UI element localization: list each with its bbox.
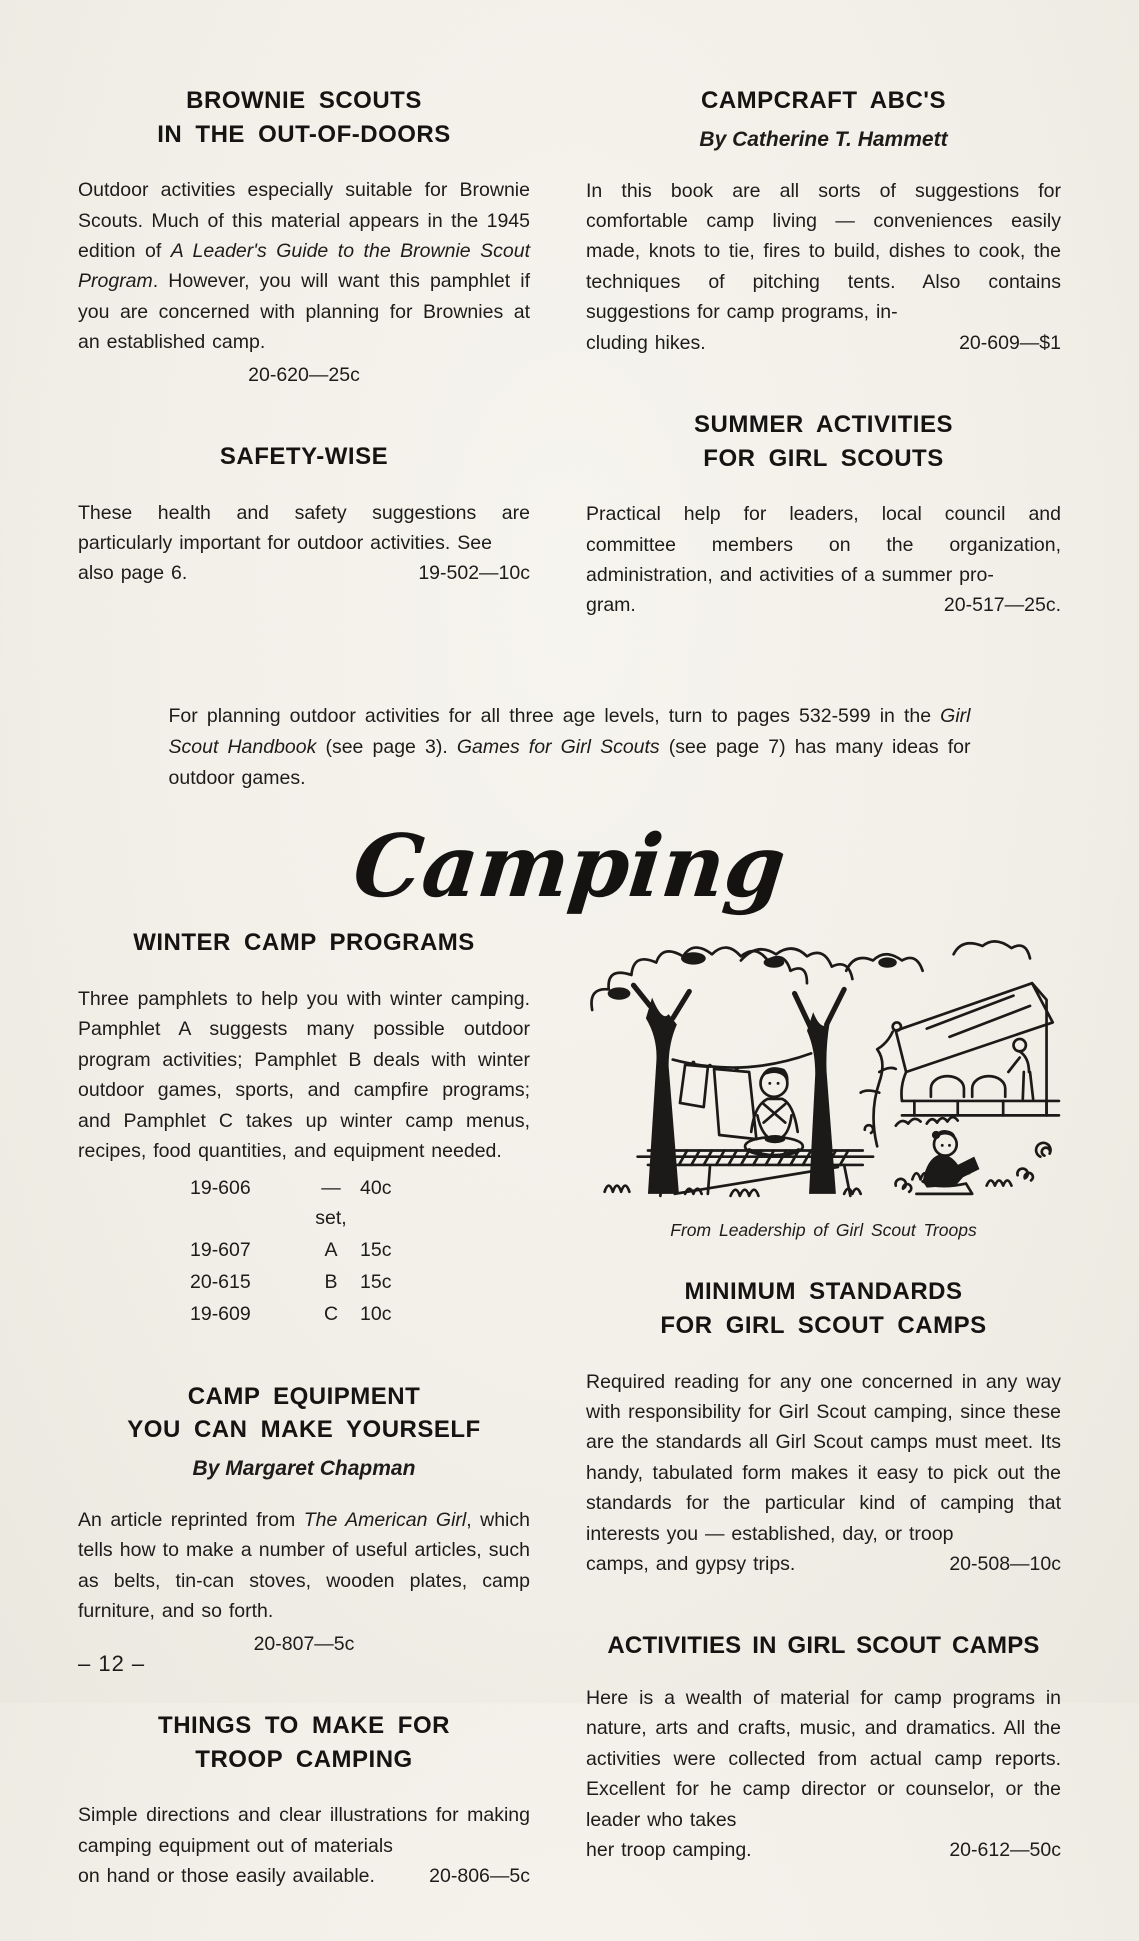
things-title-line2: TROOP CAMPING	[195, 1745, 413, 1773]
things-lastline	[78, 1861, 530, 1891]
summer-title-line2: FOR GIRL SCOUTS	[703, 444, 944, 472]
brownie-title	[78, 84, 530, 151]
things-last-text: on hand or those easily available.	[78, 1864, 375, 1887]
illustration-caption: From Leadership of Girl Scout Troops	[670, 1220, 977, 1241]
price-row-price: 10c	[360, 1303, 392, 1326]
top-left-column	[78, 84, 530, 671]
price-row-item: C	[323, 1303, 339, 1326]
summer-last-text: gram.	[586, 594, 636, 617]
section-campcraft	[586, 84, 1061, 358]
section-camp-equipment	[78, 1380, 530, 1659]
price-row-item: —set,	[315, 1177, 347, 1229]
winter-body: Three pamphlets to help you with winter camping. Pamphlet A suggests many possible outdoor program activities; Pamphlet B deals with winter outdoor games, sports, and campfire programs; and Pamphlet C takes up winter camp menus, recipes, food quantities, and equipment needed.	[78, 988, 530, 1163]
bottom-columns	[78, 926, 1061, 1941]
price-row-price: 15c	[360, 1271, 392, 1294]
note-italic2: Games for Girl Scouts	[456, 736, 660, 759]
brownie-body-pre: Outdoor activities especially suitable for Brownie Scouts. Much of this material appears in the 1945 edition of	[78, 179, 530, 262]
brownie-title-line1: BROWNIE SCOUTS	[186, 87, 422, 114]
page-number: – 12 –	[78, 1651, 146, 1676]
equipment-title-line2: YOU CAN MAKE YOURSELF	[127, 1416, 481, 1444]
activities-price: 20-612—50c	[949, 1839, 1061, 1862]
things-title-line1: THINGS TO MAKE FOR	[158, 1711, 450, 1739]
brownie-body-post: . However, you will want this pamphlet if you are concerned with planning for Brownies at an established camp.	[78, 270, 530, 354]
brownie-body	[78, 175, 530, 357]
summer-title	[586, 408, 1061, 475]
summer-lastline	[586, 590, 1061, 620]
activities-title: ACTIVITIES IN GIRL SCOUT CAMPS	[607, 1632, 1040, 1660]
standards-title-line1: MINIMUM STANDARDS	[684, 1278, 963, 1306]
price-row-code: 20-615	[190, 1271, 251, 1294]
standards-title-line2: FOR GIRL SCOUT CAMPS	[660, 1312, 987, 1339]
summer-body: Practical help for leaders, local council and committee members on the organization, administration, and activities of a summer pro-	[586, 503, 1061, 587]
note-part3: (see page 7) has many ideas for outdoor games.	[168, 736, 971, 790]
campcraft-body: In this book are all sorts of suggestions for comfortable camp living — conveniences easily made, knots to tie, fires to build, dishes to cook, the techniques of pitching tents. Also contains suggestions for camp programs, in-	[586, 179, 1061, 324]
price-row-item: A	[324, 1238, 338, 1261]
planning-note	[169, 701, 971, 795]
campcraft-last-text: cluding hikes.	[586, 331, 706, 354]
section-minimum-standards	[586, 1275, 1061, 1579]
activities-body: Here is a wealth of material for camp programs in nature, arts and crafts, music, and dramatics. All the activities were collected from actual camp reports. Excellent for he camp director or counselor, or the leader who takes	[586, 1687, 1061, 1831]
campcraft-lastline	[586, 328, 1061, 358]
winter-title: WINTER CAMP PROGRAMS	[133, 929, 475, 957]
winter-price-list	[78, 1174, 530, 1329]
campcraft-byline: By Catherine T. Hammett	[699, 127, 948, 151]
price-row-price: 15c	[360, 1238, 392, 1261]
section-winter-camp	[78, 926, 530, 1329]
safety-price: 19-502—10c	[418, 562, 530, 585]
section-summer-activities	[586, 408, 1061, 621]
campcraft-title: CAMPCRAFT ABC'S	[701, 87, 946, 114]
camp-scene-drawing	[586, 926, 1061, 1218]
section-brownie-scouts	[78, 84, 530, 390]
standards-title	[586, 1275, 1061, 1342]
top-columns	[78, 84, 1061, 671]
price-row-code: 19-609	[190, 1303, 251, 1326]
section-safety-wise	[78, 440, 530, 589]
summer-title-line1: SUMMER ACTIVITIES	[694, 411, 953, 439]
equipment-price: 20-807—5c	[253, 1632, 355, 1655]
brownie-title-line2: IN THE OUT-OF-DOORS	[157, 120, 451, 148]
note-italic1: Girl Scout Handbook	[168, 704, 971, 759]
things-price: 20-806—5c	[429, 1864, 530, 1887]
price-row-price: 40c	[360, 1177, 392, 1200]
section-things-to-make	[78, 1709, 530, 1891]
camp-illustration	[586, 926, 1061, 1218]
equipment-body-post: , which tells how to make a number of useful articles, such as belts, tin-can stoves, wooden plates, camp furniture, and so forth.	[78, 1508, 530, 1623]
standards-last-text: camps, and gypsy trips.	[586, 1553, 796, 1576]
things-title	[78, 1709, 530, 1776]
safety-title: SAFETY-WISE	[219, 443, 389, 471]
equipment-title	[78, 1380, 530, 1447]
standards-price: 20-508—10c	[949, 1553, 1061, 1576]
standards-body: Required reading for any one concerned in any way with responsibility for Girl Scout camping, since these are the standards all Girl Scout camps must meet. Its handy, tabulated form makes it easy to pick out the standards for the particular kind of camping that interests you — established, day, or troop	[586, 1370, 1061, 1545]
note-part1: For planning outdoor activities for all three age levels, turn to pages 532-599 in the	[168, 704, 941, 727]
standards-lastline	[586, 1549, 1061, 1579]
safety-last-text: also page 6.	[78, 562, 188, 585]
bottom-left-column	[78, 926, 530, 1941]
camping-script-heading: Camping	[348, 816, 791, 918]
things-body: Simple directions and clear illustrations for making camping equipment out of materials	[78, 1804, 530, 1857]
price-row-code: 19-607	[190, 1238, 251, 1261]
section-activities	[586, 1629, 1061, 1865]
equipment-title-line1: CAMP EQUIPMENT	[187, 1382, 421, 1410]
safety-body: These health and safety suggestions are particularly important for outdoor activities. See	[78, 501, 530, 555]
activities-lastline	[586, 1835, 1061, 1865]
brownie-price: 20-620—25c	[248, 363, 360, 386]
bottom-right-column	[586, 926, 1061, 1941]
equipment-body	[78, 1505, 530, 1627]
brownie-body-italic: A Leader's Guide to the Brownie Scout Program	[78, 240, 530, 293]
activities-last-text: her troop camping.	[586, 1839, 752, 1862]
equipment-byline: By Margaret Chapman	[192, 1456, 416, 1480]
equipment-body-pre: An article reprinted from	[78, 1508, 304, 1531]
campcraft-price: 20-609—$1	[959, 331, 1061, 354]
equipment-body-italic: The American Girl	[303, 1508, 467, 1531]
price-row-item: B	[324, 1271, 338, 1294]
top-right-column	[586, 84, 1061, 671]
summer-price: 20-517—25c.	[943, 594, 1061, 617]
note-part2: (see page 3).	[316, 736, 457, 759]
safety-lastline	[78, 558, 530, 588]
price-row-code: 19-606	[190, 1177, 251, 1200]
